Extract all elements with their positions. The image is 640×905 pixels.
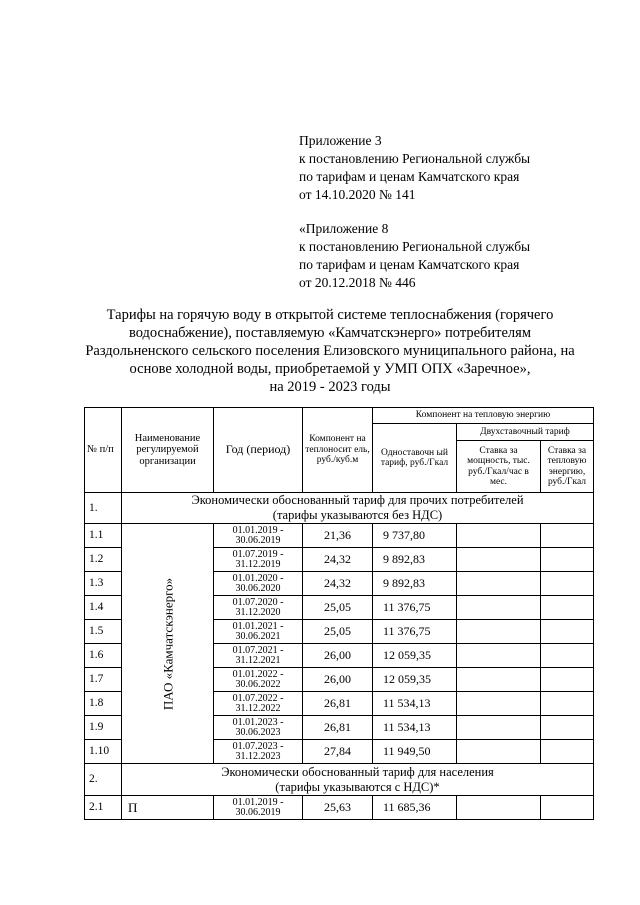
- water-component-value: 25,05: [303, 620, 373, 644]
- table-row: [85, 524, 594, 548]
- header-energy-rate: Ставка за тепловую энергию, руб./Гкал: [541, 441, 594, 493]
- period-end: 31.12.2020: [235, 606, 281, 618]
- period-end: 30.06.2023: [235, 726, 281, 738]
- period-start: 01.01.2019 -: [232, 524, 284, 536]
- period-cell: [214, 796, 303, 820]
- row-number: 1.8: [85, 692, 122, 716]
- header-two-part-tariff: Двухставочный тариф: [457, 424, 594, 441]
- capacity-rate-value: [457, 620, 541, 644]
- appendix-line: по тарифам и ценам Камчатского края: [299, 257, 520, 272]
- energy-rate-value: [541, 716, 594, 740]
- energy-rate-value: [541, 524, 594, 548]
- title-line: основе холодной воды, приобретаемой у УМП ОПХ «Заречное»,: [129, 361, 531, 377]
- capacity-rate-value: [457, 668, 541, 692]
- appendix-line: «Приложение 8: [299, 221, 389, 236]
- section-row: [85, 764, 594, 796]
- section-title-line: Экономически обоснованный тариф для населения: [221, 764, 494, 779]
- period-start: 01.07.2023 -: [232, 740, 284, 752]
- tariff-table: [84, 407, 594, 820]
- section-title: [122, 764, 594, 796]
- title-line: на 2019 - 2023 годы: [269, 379, 391, 395]
- period-start: 01.01.2021 -: [232, 620, 284, 632]
- water-component-value: 25,05: [303, 596, 373, 620]
- appendix-line: к постановлению Региональной службы: [299, 151, 531, 166]
- period-end: 30.06.2021: [235, 630, 281, 642]
- appendix-line: от 14.10.2020 № 141: [299, 187, 416, 202]
- one-part-tariff-value: 9 737,80: [373, 524, 457, 548]
- header-capacity-rate: Ставка за мощность, тыс. руб./Гкал/час в мес.: [457, 441, 541, 493]
- header-heat-component: Компонент на тепловую энергию: [373, 408, 594, 424]
- period-end: 30.06.2020: [235, 582, 281, 594]
- period-end: 30.06.2019: [235, 806, 281, 818]
- table-row: [85, 796, 594, 820]
- appendix-current-reference: [299, 132, 619, 204]
- capacity-rate-value: [457, 692, 541, 716]
- row-number: 1.9: [85, 716, 122, 740]
- section-number: 2.: [85, 764, 122, 796]
- period-cell: [214, 716, 303, 740]
- period-cell: [214, 740, 303, 764]
- period-cell: [214, 620, 303, 644]
- period-cell: [214, 596, 303, 620]
- row-number: 2.1: [85, 796, 122, 820]
- period-cell: [214, 548, 303, 572]
- one-part-tariff-value: 11 534,13: [373, 692, 457, 716]
- row-number: 1.4: [85, 596, 122, 620]
- one-part-tariff-value: 11 685,36: [373, 796, 457, 820]
- period-start: 01.07.2020 -: [232, 596, 284, 608]
- energy-rate-value: [541, 692, 594, 716]
- row-number: 1.3: [85, 572, 122, 596]
- appendix-original-reference: [299, 220, 619, 292]
- one-part-tariff-value: 11 949,50: [373, 740, 457, 764]
- energy-rate-value: [541, 596, 594, 620]
- water-component-value: 24,32: [303, 572, 373, 596]
- period-start: 01.07.2022 -: [232, 692, 284, 704]
- capacity-rate-value: [457, 596, 541, 620]
- one-part-tariff-value: 11 376,75: [373, 596, 457, 620]
- organization-name: [122, 524, 214, 764]
- period-start: 01.07.2021 -: [232, 644, 284, 656]
- section-title-line: (тарифы указываются без НДС): [272, 508, 443, 522]
- one-part-tariff-value: 11 376,75: [373, 620, 457, 644]
- one-part-tariff-value: 12 059,35: [373, 668, 457, 692]
- section-row: [85, 493, 594, 524]
- section-title-line: (тарифы указываются с НДС)*: [275, 779, 440, 794]
- period-end: 31.12.2019: [235, 558, 281, 570]
- appendix-line: к постановлению Региональной службы: [299, 239, 531, 254]
- period-cell: [214, 644, 303, 668]
- period-start: 01.01.2019 -: [232, 796, 284, 808]
- row-number: 1.10: [85, 740, 122, 764]
- row-number: 1.5: [85, 620, 122, 644]
- capacity-rate-value: [457, 740, 541, 764]
- row-number: 1.1: [85, 524, 122, 548]
- title-line: водоснабжение), поставляемую «Камчатскэнерго» потребителям: [128, 325, 532, 341]
- period-start: 01.01.2020 -: [232, 572, 284, 584]
- water-component-value: 27,84: [303, 740, 373, 764]
- appendix-line: Приложение 3: [299, 133, 382, 148]
- period-start: 01.01.2022 -: [232, 668, 284, 680]
- period-end: 31.12.2022: [235, 702, 281, 714]
- energy-rate-value: [541, 796, 594, 820]
- capacity-rate-value: [457, 796, 541, 820]
- period-end: 31.12.2021: [235, 654, 281, 666]
- water-component-value: 26,81: [303, 692, 373, 716]
- one-part-tariff-value: 9 892,83: [373, 572, 457, 596]
- period-cell: [214, 692, 303, 716]
- energy-rate-value: [541, 644, 594, 668]
- section-number: 1.: [85, 493, 122, 524]
- energy-rate-value: [541, 548, 594, 572]
- water-component-value: 26,00: [303, 668, 373, 692]
- title-line: Тарифы на горячую воду в открытой системе теплоснабжения (горячего: [106, 307, 554, 323]
- row-number: 1.2: [85, 548, 122, 572]
- period-cell: [214, 668, 303, 692]
- row-number: 1.7: [85, 668, 122, 692]
- period-end: 31.12.2023: [235, 750, 281, 762]
- period-end: 30.06.2022: [235, 678, 281, 690]
- period-cell: [214, 524, 303, 548]
- title-line: Раздольненского сельского поселения Елизовского муниципального района, на: [85, 343, 575, 359]
- water-component-value: 24,32: [303, 548, 373, 572]
- organization-name: П: [122, 796, 214, 820]
- document-title: [60, 306, 600, 396]
- header-water-component: Компонент на теплоносит ель, руб./куб.м: [303, 408, 373, 493]
- header-period: Год (период): [214, 408, 303, 493]
- water-component-value: 26,00: [303, 644, 373, 668]
- appendix-line: от 20.12.2018 № 446: [299, 275, 416, 290]
- appendix-line: по тарифам и ценам Камчатского края: [299, 169, 520, 184]
- water-component-value: 26,81: [303, 716, 373, 740]
- organization-label: ПАО «Камчатскэнерго»: [160, 577, 175, 710]
- water-component-value: 21,36: [303, 524, 373, 548]
- capacity-rate-value: [457, 716, 541, 740]
- energy-rate-value: [541, 572, 594, 596]
- section-title: [122, 493, 594, 524]
- period-cell: [214, 572, 303, 596]
- header-num: № п/п: [85, 408, 122, 493]
- header-organization: Наименование регулируемой организации: [122, 408, 214, 493]
- capacity-rate-value: [457, 572, 541, 596]
- energy-rate-value: [541, 620, 594, 644]
- header-row: [85, 408, 594, 424]
- one-part-tariff-value: 11 534,13: [373, 716, 457, 740]
- energy-rate-value: [541, 740, 594, 764]
- capacity-rate-value: [457, 524, 541, 548]
- capacity-rate-value: [457, 548, 541, 572]
- period-end: 30.06.2019: [235, 534, 281, 546]
- water-component-value: 25,63: [303, 796, 373, 820]
- period-start: 01.07.2019 -: [232, 548, 284, 560]
- one-part-tariff-value: 9 892,83: [373, 548, 457, 572]
- row-number: 1.6: [85, 644, 122, 668]
- capacity-rate-value: [457, 644, 541, 668]
- section-title-line: Экономически обоснованный тариф для прочих потребителей: [191, 493, 524, 507]
- period-start: 01.01.2023 -: [232, 716, 284, 728]
- header-one-part-tariff: Одноставочн ый тариф, руб./Гкал: [373, 424, 457, 493]
- energy-rate-value: [541, 668, 594, 692]
- one-part-tariff-value: 12 059,35: [373, 644, 457, 668]
